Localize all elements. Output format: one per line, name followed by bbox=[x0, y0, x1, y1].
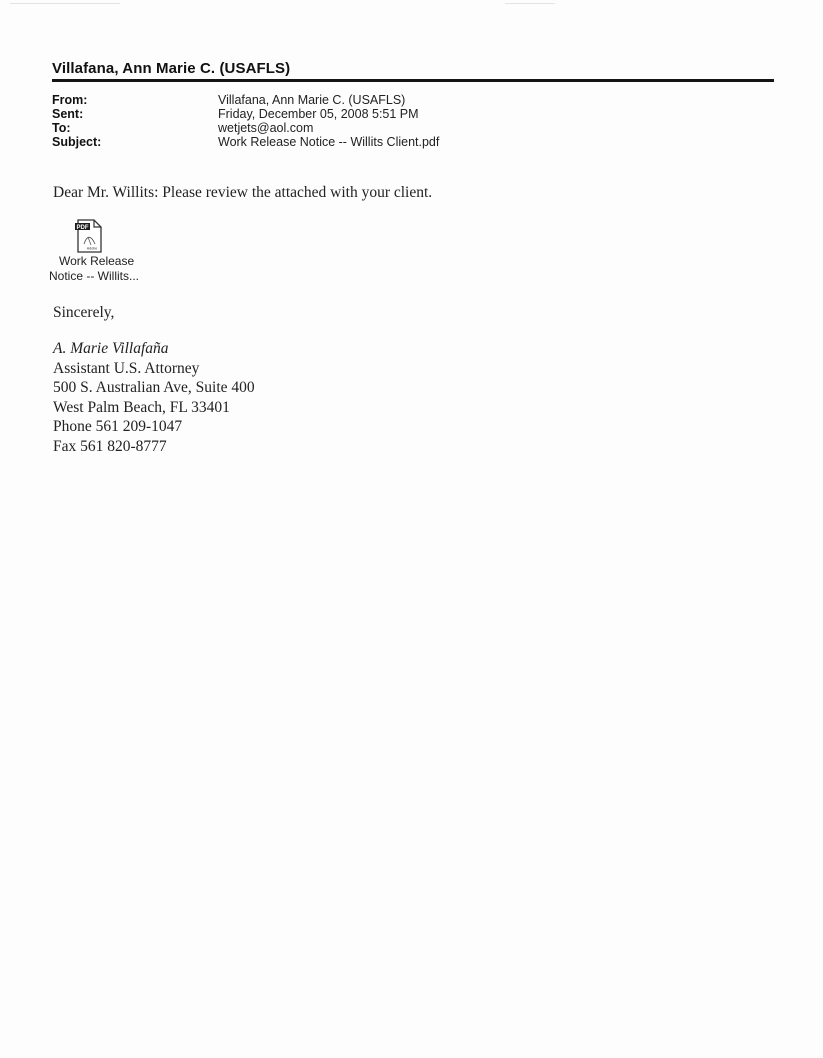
sent-label: Sent: bbox=[52, 107, 84, 121]
closing: Sincerely, bbox=[53, 304, 115, 321]
signature-address-line1: 500 S. Australian Ave, Suite 400 bbox=[53, 379, 255, 396]
signature-address-line2: West Palm Beach, FL 33401 bbox=[53, 398, 230, 416]
signature-fax: Fax 561 820-8777 bbox=[53, 437, 167, 455]
pdf-attachment[interactable] bbox=[50, 218, 160, 284]
from-label: From: bbox=[52, 93, 88, 107]
attachment-name-line1: Work Release bbox=[59, 254, 135, 268]
to-label: To: bbox=[52, 121, 71, 135]
attachment-filename bbox=[50, 254, 160, 284]
pdf-badge-text: PDF bbox=[76, 224, 89, 231]
subject-label: Subject: bbox=[52, 135, 102, 149]
from-row bbox=[52, 93, 439, 107]
signature-title: Assistant U.S. Attorney bbox=[53, 359, 200, 377]
email-header-fields bbox=[52, 93, 439, 149]
scan-artifact-line bbox=[10, 3, 120, 4]
email-body-greeting: Dear Mr. Willits: Please review the attached with your client. bbox=[53, 184, 433, 201]
signature-name: A. Marie Villafaña bbox=[53, 340, 169, 357]
heading-divider bbox=[52, 79, 774, 82]
scan-artifact-line bbox=[505, 3, 555, 4]
to-value: wetjets@aol.com bbox=[218, 121, 314, 135]
pdf-file-icon bbox=[74, 218, 104, 254]
signature-phone: Phone 561 209-1047 bbox=[53, 418, 183, 435]
attachment-name-line2: Notice -- Willits... bbox=[49, 269, 139, 283]
subject-row bbox=[52, 135, 439, 149]
signature-block bbox=[53, 339, 255, 456]
sent-value: Friday, December 05, 2008 5:51 PM bbox=[218, 107, 419, 121]
to-row bbox=[52, 121, 439, 135]
pdf-icon-caption: Adobe bbox=[86, 246, 98, 251]
subject-value: Work Release Notice -- Willits Client.pdf bbox=[218, 135, 440, 149]
sent-row bbox=[52, 107, 439, 121]
sender-heading: Villafana, Ann Marie C. (USAFLS) bbox=[52, 60, 291, 77]
from-value: Villafana, Ann Marie C. (USAFLS) bbox=[218, 93, 406, 107]
